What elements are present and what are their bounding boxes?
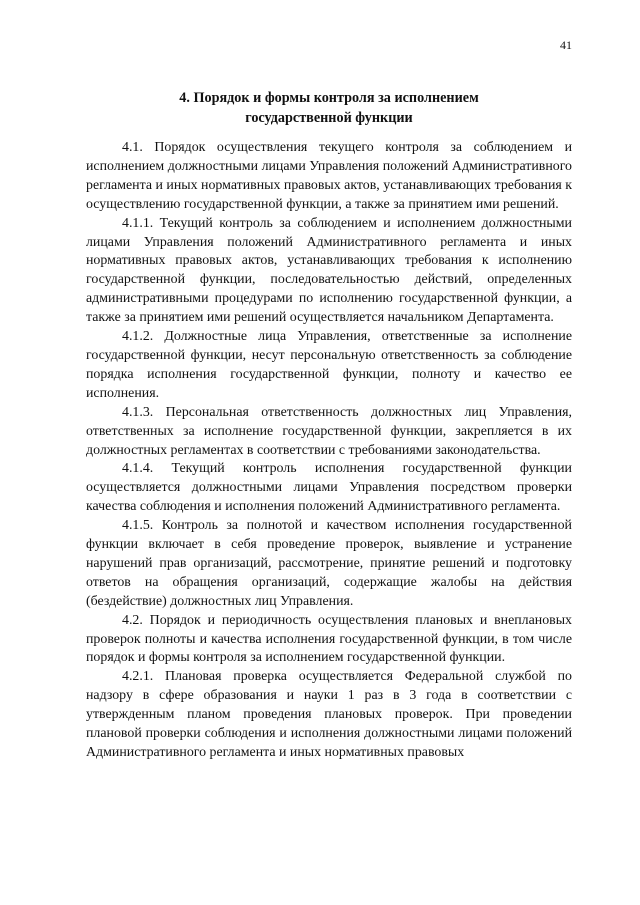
paragraph-4-2-1: 4.2.1. Плановая проверка осуществляется Федеральной службой по надзору в сфере образования и науки 1 раз в 3 года в соответствии с утвержденным планом проведения плановых проверок. При проведении плановой проверки соблюдения и исполнения должностными лицами положений Административного регламента и иных нормативных правовых <box>86 669 572 760</box>
paragraph-4-2: 4.2. Порядок и периодичность осуществления плановых и внеплановых проверок полноты и качества исполнения государственной функции, в том числе порядок и формы контроля за исполнением государственной функции. <box>86 612 572 666</box>
paragraph-4-1: 4.1. Порядок осуществления текущего контроля за соблюдением и исполнением должностными лицами Управления положений Административного регламента и иных нормативных правовых актов, устанавливающих требования к осуществлению государственной функции, а также за принятием ими решений. <box>86 140 572 212</box>
paragraph-4-1-4: 4.1.4. Текущий контроль исполнения государственной функции осуществляется должностными лицами Управления посредством проверки качества соблюдения и исполнения положений Административного регламента. <box>86 461 572 515</box>
section-title-line-1: 4. Порядок и формы контроля за исполнением <box>179 90 479 106</box>
paragraph-4-1-3: 4.1.3. Персональная ответственность должностных лиц Управления, ответственных за исполнение государственной функции, закрепляется в их должностных регламентах в соответствии с требованиями законодательства. <box>86 404 572 458</box>
page-number: 41 <box>560 38 572 52</box>
paragraph-4-1-2: 4.1.2. Должностные лица Управления, ответственные за исполнение государственной функции, несут персональную ответственность за соблюдение порядка исполнения государственной функции, полноту и качество ее исполнения. <box>86 329 572 401</box>
paragraph-4-1-1: 4.1.1. Текущий контроль за соблюдением и исполнением должностными лицами Управления положений Административного регламента и иных нормативных правовых актов, устанавливающих требования к исполнению государственной функции, последовательностью действий, определенных административными процедурами по исполнению государственной функции, а также за принятием ими решений осуществляется начальником Департамента. <box>86 215 572 326</box>
paragraph-4-1-5: 4.1.5. Контроль за полнотой и качеством исполнения государственной функции включает в себя проведение проверок, выявление и устранение нарушений прав организаций, рассмотрение, принятие решений и подготовку ответов на обращения организаций, содержащие жалобы на действия (бездействие) должностных лиц Управления. <box>86 518 572 609</box>
section-title-line-2: государственной функции <box>245 110 413 126</box>
document-body <box>86 139 572 763</box>
section-title <box>86 88 572 128</box>
